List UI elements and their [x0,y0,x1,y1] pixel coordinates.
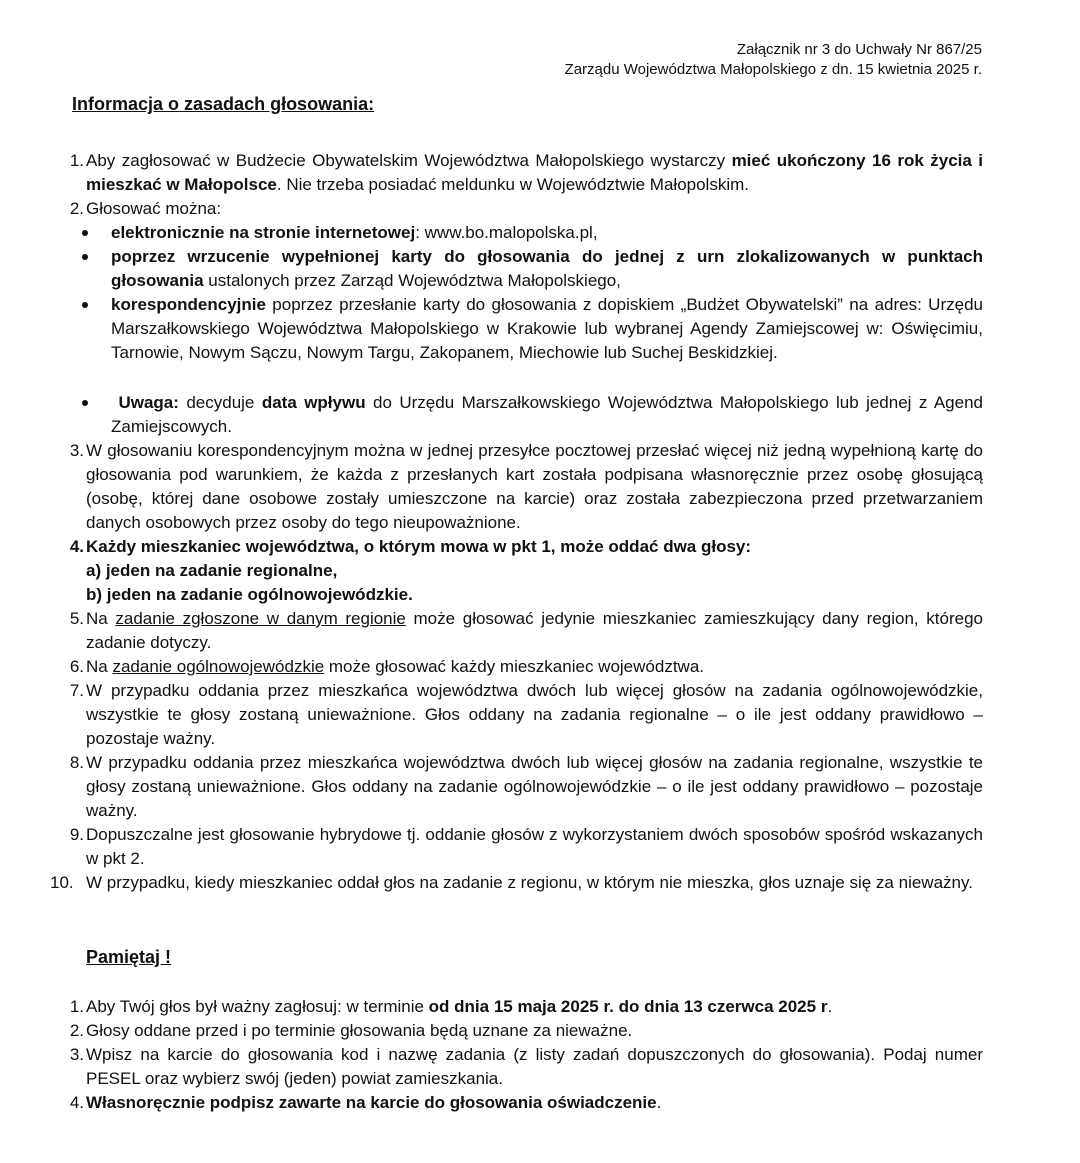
rule-text: W przypadku oddania przez mieszkańca województwa dwóch lub więcej głosów na zadania regionalne, wszystkie te głosy zostaną unieważnione. Głos oddany na zadanie ogólnowojewódzkie – o ile jest oddany prawidłowo – pozostaje ważny. [86,753,983,820]
rule-item-3 [56,439,983,535]
header-line-2: Zarządu Województwa Małopolskiego z dn. 15 kwietnia 2025 r. [564,61,982,78]
method-text: poprzez przesłanie karty do głosowania z dopiskiem „Budżet Obywatelski” na adres: Urzędu Marszałkowskiego Województwa Małopolskiego w Krakowie lub wybranej Agendy Zamiejscowej w: Oświęcimiu, Tarnowie, Nowym Sączu, Nowym Targu, Zakopanem, Miechowie lub Suchej Beskidzkiej. [111,295,983,362]
rule-bold-text: mieć ukończony 16 rok życia i mieszkać w Małopolsce [86,151,983,194]
reminder-number: 1. [69,997,84,1016]
rule-number: 8. [69,753,84,772]
rules-list [50,149,984,895]
rule-subitem-a: a) jeden na zadanie regionalne, [86,561,338,580]
rule-text: Dopuszczalne jest głosowanie hybrydowe tj. oddanie głosów z wykorzystaniem dwóch sposobów spośród wskazanych w pkt 2. [86,825,983,868]
method-bold-text: elektronicznie na stronie internetowej [111,223,416,242]
rule-item-9 [56,823,983,871]
rule-number: 2. [69,199,84,218]
page-title: Informacja o zasadach głosowania: [72,94,375,114]
bullet-icon [82,254,88,260]
reminder-text: Głosy oddane przed i po terminie głosowania będą uznane za nieważne. [86,1021,633,1040]
rule-text: Na [86,609,116,628]
rule-text: może głosować każdy mieszkaniec województwa. [324,657,704,676]
rule-number: 3. [69,441,84,460]
note-label: Uwaga: [118,393,179,412]
reminder-text: . [656,1093,662,1112]
rule-underlined-text: zadanie ogólnowojewódzkie [112,657,325,676]
rule-text: Aby zagłosować w Budżecie Obywatelskim Województwa Małopolskiego wystarczy [86,151,732,170]
reminder-number: 2. [69,1021,84,1040]
reminder-list [56,995,983,1115]
reminder-title: Pamiętaj ! [86,947,172,967]
voting-methods-list [56,221,983,439]
rule-number: 5. [69,609,84,628]
rule-text: W głosowaniu korespondencyjnym można w jednej przesyłce pocztowej przesłać więcej niż jedną wypełnioną kartę do głosowania pod warunkiem, że każda z przesłanych kart została podpisana własnoręcznie przez osobę głosującą (osobę, której dane osobowe zostały umieszczone na karcie) oraz została zabezpieczona przed przetwarzaniem danych osobowych przez osoby do tego nieupoważnione. [86,441,983,532]
reminder-item-2 [56,1019,983,1043]
rule-underlined-text: zadanie zgłoszone w danym regionie [115,609,406,628]
rule-number: 4. [69,537,84,556]
rule-item-1 [56,149,983,197]
method-text: : www.bo.malopolska.pl, [415,223,598,242]
rule-item-2 [56,197,983,221]
method-bold-text: poprzez wrzucenie wypełnionej karty do głosowania do jednej z urn zlokalizowanych w punktach głosowania [111,247,983,290]
reminder-number: 3. [69,1045,84,1064]
voting-method-mail [56,293,983,365]
rule-number: 10. [50,873,74,892]
rule-item-5 [56,607,983,655]
reminder-item-1 [56,995,983,1019]
reminder-text: . [827,997,833,1016]
reminder-bold-text: Własnoręcznie podpisz zawarte na karcie do głosowania oświadczenie [86,1093,657,1112]
rule-subitem-b: b) jeden na zadanie ogólnowojewódzkie. [86,585,413,604]
rule-text: . Nie trzeba posiadać meldunku w Województwie Małopolskim. [276,175,749,194]
note-bullet [56,391,983,439]
rule-item-7 [56,679,983,751]
bullet-icon [82,400,88,406]
header-line-1: Załącznik nr 3 do Uchwały Nr 867/25 [736,41,982,58]
voting-method-online [56,221,983,245]
note-text: do Urzędu Marszałkowskiego Województwa Małopolskiego lub jednej z Agend Zamiejscowych. [111,393,984,436]
note-text: decyduje [178,393,262,412]
note-bold-text: data wpływu [261,393,366,412]
rule-bold-text: Każdy mieszkaniec województwa, o którym mowa w pkt 1, może oddać dwa głosy: [86,537,752,556]
rule-text: W przypadku, kiedy mieszkaniec oddał głos na zadanie z regionu, w którym nie mieszka, głos uznaje się za nieważny. [86,873,973,892]
rule-item-10 [50,871,983,895]
rule-number: 1. [69,151,84,170]
document-header [565,40,982,80]
method-text: ustalonych przez Zarząd Województwa Małopolskiego, [203,271,621,290]
rule-number: 9. [69,825,84,844]
rule-item-8 [56,751,983,823]
bullet-icon [82,230,88,236]
reminder-bold-text: od dnia 15 maja 2025 r. do dnia 13 czerwca 2025 r [428,997,828,1016]
reminder-text: Wpisz na karcie do głosowania kod i nazwę zadania (z listy zadań dopuszczonych do głosowania). Podaj numer PESEL oraz wybierz swój (jeden) powiat zamieszkania. [86,1045,983,1088]
rule-text: W przypadku oddania przez mieszkańca województwa dwóch lub więcej głosów na zadania ogólnowojewódzkie, wszystkie te głosy zostaną unieważnione. Głos oddany na zadania regionalne – o ile jest oddany prawidłowo – pozostaje ważny. [86,681,983,748]
bullet-icon [82,302,88,308]
rule-number: 7. [69,681,84,700]
rule-item-4 [56,535,983,607]
reminder-item-3 [56,1043,983,1091]
reminder-item-4 [56,1091,983,1115]
reminder-text: Aby Twój głos był ważny zagłosuj: w terminie [86,997,429,1016]
method-bold-text: korespondencyjnie [111,295,266,314]
rule-text: Głosować można: [86,199,222,218]
rule-item-6 [56,655,983,679]
reminder-number: 4. [69,1093,84,1112]
rule-number: 6. [69,657,84,676]
voting-method-urn [56,245,983,293]
rule-text: może głosować jedynie mieszkaniec zamieszkujący dany region, którego zadanie dotyczy. [86,609,983,652]
rule-text: Na [86,657,113,676]
